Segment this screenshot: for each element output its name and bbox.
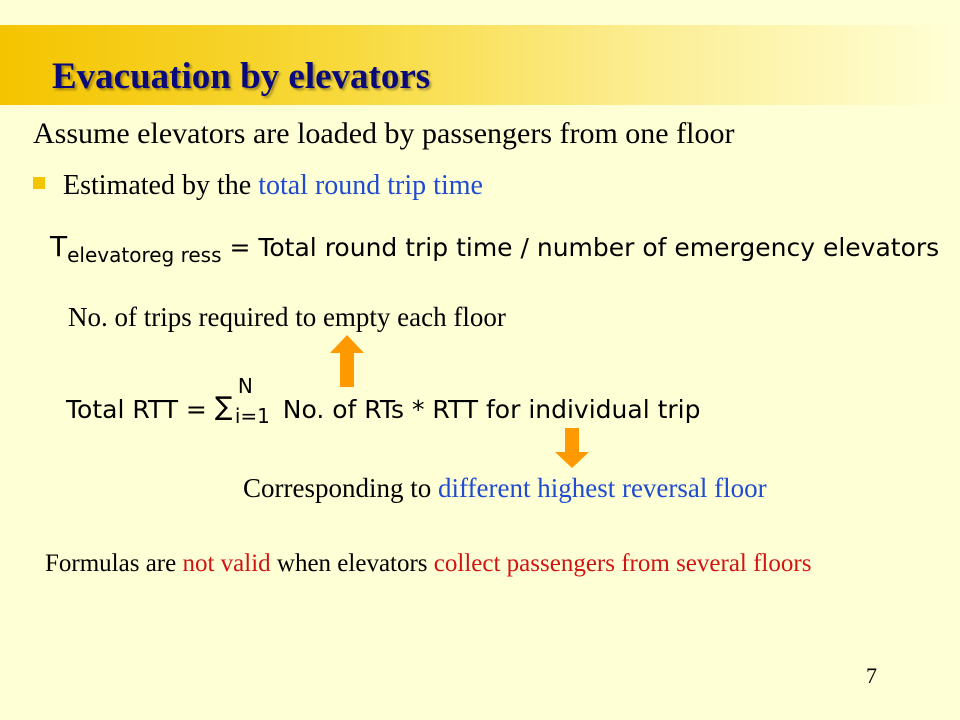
- page-number: 7: [866, 663, 877, 688]
- corresponding-highlight: different highest reversal floor: [438, 473, 767, 503]
- corresponding-note: [243, 473, 767, 504]
- formulas-validity-note: [45, 547, 905, 581]
- sigma-symbol: ∑: [214, 392, 233, 422]
- note-part1: Formulas are: [45, 550, 183, 577]
- corresponding-prefix: Corresponding to: [243, 473, 438, 503]
- formula1-subscript: elevatoreg ress: [67, 243, 222, 267]
- formula2-lhs: Total RTT =: [66, 395, 207, 424]
- assumption-text: Assume elevators are loaded by passengers from one floor: [33, 117, 735, 150]
- note-not-valid: not valid: [182, 550, 271, 577]
- note-part2: when elevators: [270, 550, 434, 577]
- arrow-down-icon: [555, 428, 589, 468]
- formula-total-rtt: [66, 374, 701, 428]
- formula1-rhs: = Total round trip time / number of emergency elevators: [229, 233, 940, 262]
- arrow-up-icon: [330, 335, 364, 387]
- sigma-upper-limit: N: [237, 374, 253, 398]
- bullet-highlight: total round trip time: [258, 170, 483, 201]
- slide-title: Evacuation by elevators: [52, 56, 431, 97]
- formula-elevator-egress: [50, 230, 939, 267]
- formula2-rhs: No. of RTs * RTT for individual trip: [282, 395, 701, 424]
- sigma-notation: [214, 374, 275, 428]
- formula1-symbol: T: [50, 230, 68, 263]
- square-bullet-icon: [33, 177, 45, 189]
- trips-required-note: No. of trips required to empty each floor: [68, 302, 506, 332]
- bullet-item: [33, 170, 483, 202]
- note-collect-passengers: collect passengers from several floors: [433, 550, 812, 577]
- bullet-prefix: Estimated by the: [63, 170, 259, 201]
- sigma-lower-limit: i=1: [234, 404, 270, 428]
